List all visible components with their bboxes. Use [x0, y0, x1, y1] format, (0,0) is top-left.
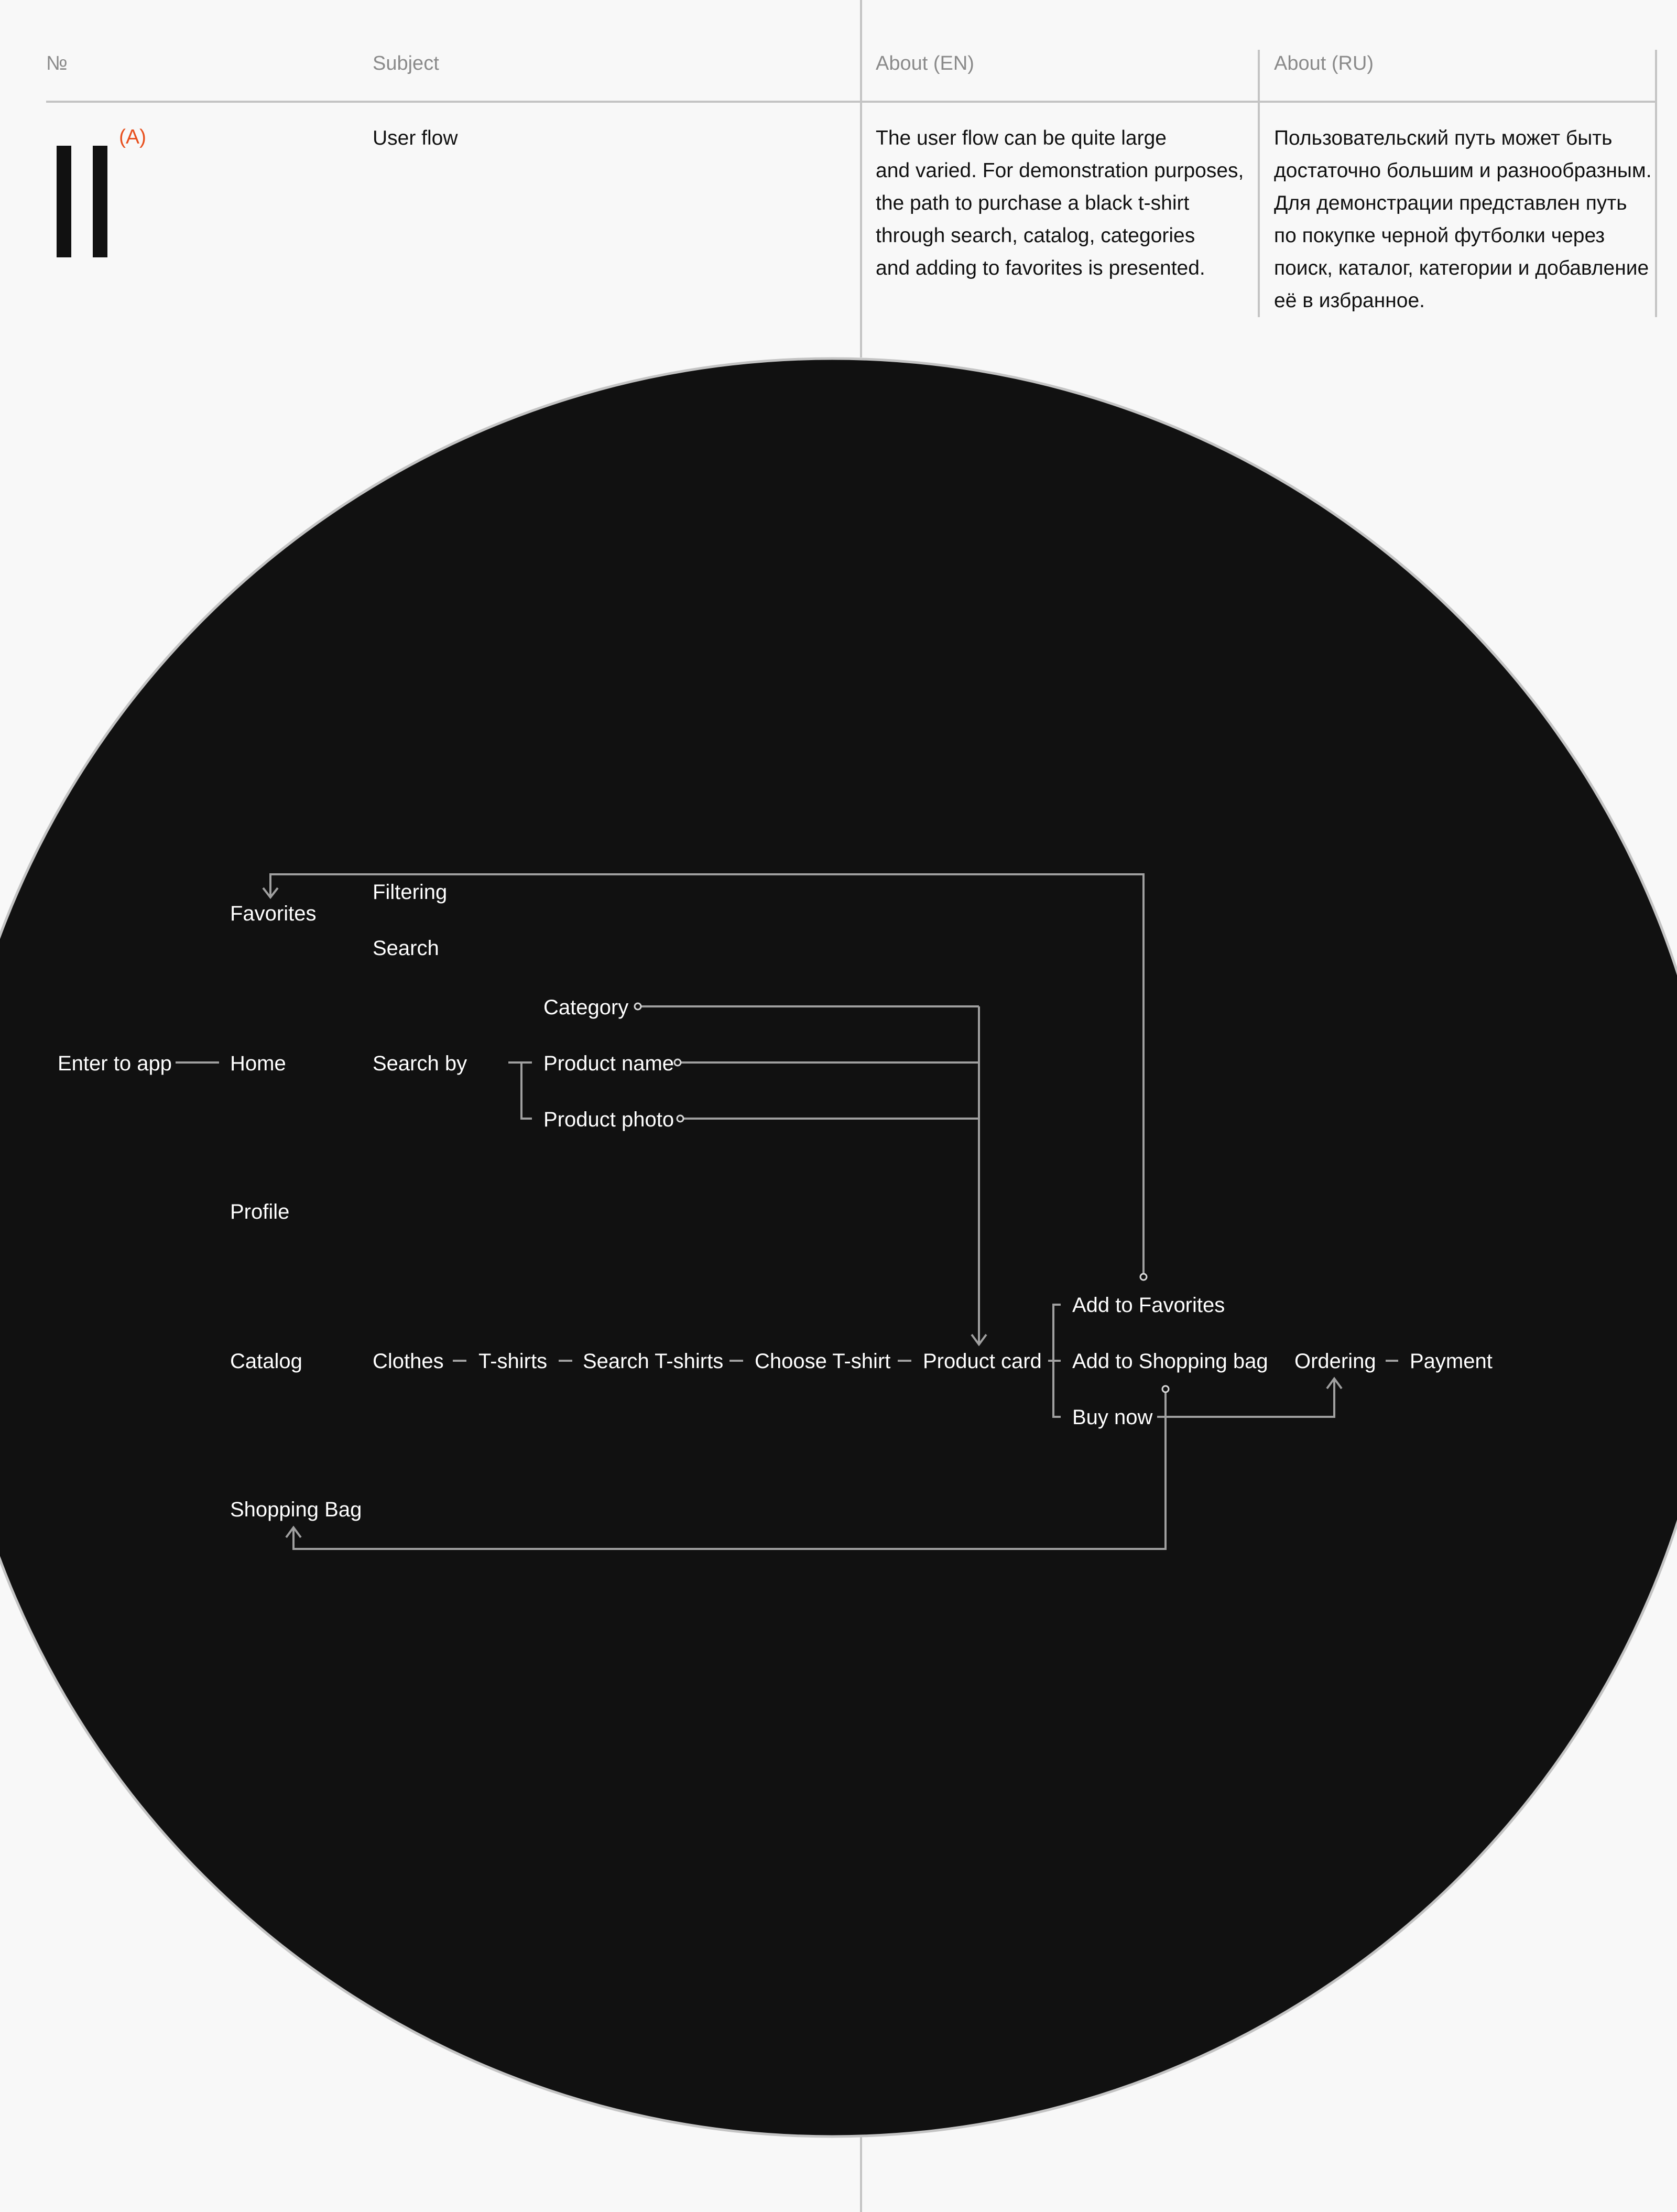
node-favorites: Favorites — [230, 902, 317, 925]
dot-product-name — [674, 1059, 681, 1066]
node-profile: Profile — [230, 1200, 290, 1223]
node-product-name: Product name — [543, 1052, 674, 1075]
dot-product-photo — [677, 1115, 683, 1122]
header-number: № — [46, 52, 68, 74]
flow-connectors — [176, 874, 1398, 1549]
row-about-en: The user flow can be quite large and varied. For demonstration purposes, the path to purchase a black t-shirt through search, catalog, categories and adding to favorites is presented. — [876, 127, 1244, 279]
node-shopping-bag: Shopping Bag — [230, 1498, 362, 1521]
header-about-en: About (EN) — [876, 52, 974, 74]
node-product-photo: Product photo — [543, 1108, 674, 1131]
header-about-ru: About (RU) — [1274, 52, 1374, 74]
node-add-to-shopping-bag: Add to Shopping bag — [1072, 1350, 1268, 1373]
node-search-tshirts: Search T-shirts — [583, 1350, 724, 1373]
node-ordering: Ordering — [1294, 1350, 1376, 1373]
node-search-by: Search by — [373, 1052, 467, 1075]
node-tshirts: T-shirts — [478, 1350, 548, 1373]
node-category: Category — [543, 996, 629, 1019]
dot-category — [635, 1003, 641, 1010]
header-subject: Subject — [373, 52, 439, 74]
row-about-ru: Пользовательский путь может быть достаточно большим и разнообразным. Для демонстрации представлен путь по покупке черной футболки через поиск, каталог, категории и добавление её в избранное. — [1274, 127, 1652, 312]
node-search: Search — [373, 937, 439, 960]
node-product-card: Product card — [923, 1350, 1042, 1373]
dot-add-bag — [1162, 1386, 1169, 1392]
node-catalog: Catalog — [230, 1350, 302, 1373]
node-buy-now: Buy now — [1072, 1406, 1153, 1429]
row-subject: User flow — [373, 127, 458, 149]
dot-add-favorites — [1140, 1274, 1147, 1280]
node-enter-to-app: Enter to app — [58, 1052, 172, 1075]
connector-buy-ordering — [1157, 1379, 1334, 1417]
flow-labels — [58, 881, 1493, 1521]
connector-to-shopping-bag — [293, 1389, 1166, 1549]
node-choose-tshirt: Choose T-shirt — [755, 1350, 891, 1373]
node-clothes: Clothes — [373, 1350, 444, 1373]
node-payment: Payment — [1410, 1350, 1493, 1373]
node-add-to-favorites: Add to Favorites — [1072, 1294, 1225, 1317]
bracket-search-options — [521, 1062, 532, 1119]
row-marker: (A) — [119, 126, 146, 148]
node-home: Home — [230, 1052, 286, 1075]
node-filtering: Filtering — [373, 881, 448, 904]
connector-to-favorites — [270, 874, 1144, 1277]
